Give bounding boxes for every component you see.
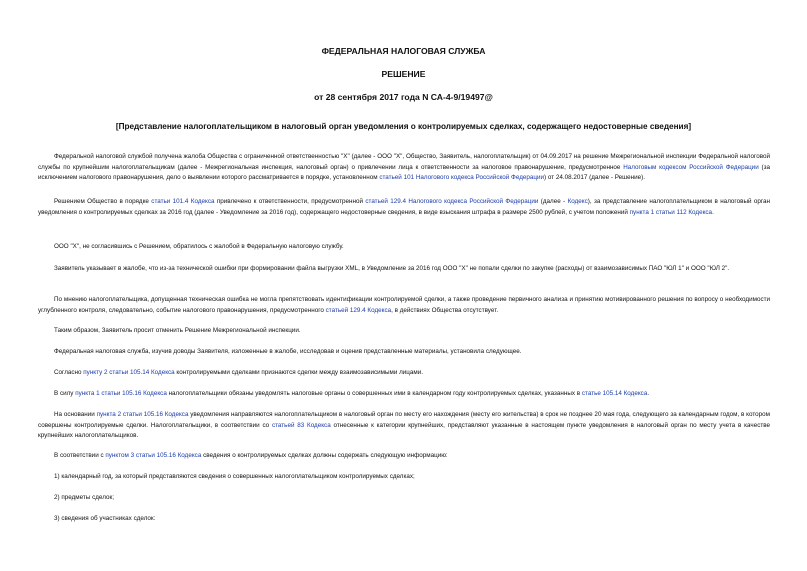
doc-subject: [Представление налогоплательщиком в налоговый орган уведомления о контролируемых сделках, содержащего недостоверные сведения] bbox=[115, 122, 692, 131]
paragraph-2: Решением Общество в порядке статьи 101.4 Кодекса привлечено к ответственности, предусмотренной статьей 129.4 Налогового кодекса Российской Федерации (далее - Кодекс), за представление налогоплательщиком в налоговый орган уведомления о контролируемых сделках за 2016 год (далее - Уведомление за 2016 год), содержащего недостоверные сведения, в виде взыскания штрафа в размере 2500 рублей, с учетом положений пункта 1 статьи 112 Кодекса. bbox=[38, 198, 770, 216]
link-article-105-16-p3[interactable]: пунктом 3 статьи 105.16 Кодекса bbox=[105, 452, 202, 459]
doc-type-title: РЕШЕНИЕ bbox=[381, 69, 426, 79]
link-article-101[interactable]: статьей 101 Налогового кодекса Российской Федерации bbox=[379, 174, 545, 182]
paragraph-12: 1) календарный год, за который представляются сведения о совершенных налогоплательщиком контролируемых сделках; bbox=[54, 473, 415, 480]
paragraph-3: ООО "Х", не согласившись с Решением, обратилось с жалобой в Федеральную налоговую службу. bbox=[54, 243, 344, 250]
paragraph-4: Заявитель указывает в жалобе, что из-за технической ошибки при формировании файла выгрузки XML, в Уведомление за 2016 год ООО "Х" не попали сделки по закупке (расходы) от взаимозависимых ПАО "ЮЛ 1" и ООО "ЮЛ 2". bbox=[54, 265, 730, 272]
link-article-112[interactable]: пункта 1 статьи 112 Кодекса bbox=[629, 208, 713, 216]
paragraph-8: Согласно пункту 2 статьи 105.14 Кодекса контролируемыми сделками признаются сделки между взаимозависимыми лицами. bbox=[54, 369, 423, 376]
agency-title: ФЕДЕРАЛЬНАЯ НАЛОГОВАЯ СЛУЖБА bbox=[321, 46, 486, 56]
paragraph-1: Федеральной налоговой службой получена жалоба Общества с ограниченной ответственностью "Х" (далее - ООО "Х", Общество, Заявитель, налогоплательщик) от 04.09.2017 на решение Межрегиональной инспекции Федеральной налоговой службы по крупнейшим налогоплательщикам (далее - Межрегиональная инспекция, налоговый орган) о привлечении лица к ответственности за налоговое правонарушение, предусмотренное Налоговым кодексом Российской Федерации (за исключением налогового правонарушения, дело о выявлении которого рассматривается в порядке, установленном статьей 101 Налогового кодекса Российской Федерации) от 24.08.2017 (далее - Решение). bbox=[38, 153, 770, 182]
paragraph-11: В соответствии с пунктом 3 статьи 105.16 Кодекса сведения о контролируемых сделках должны содержать следующую информацию: bbox=[54, 452, 448, 459]
paragraph-5: По мнению налогоплательщика, допущенная техническая ошибка не могла препятствовать идентификации контролируемой сделки, а также проведение первичного анализа и принятию мотивированного решения по вопросу о необходимости углубленного контроля, следовательно, событие налогового правонарушения, предусмотренного статьей 129.4 Кодекса, в действиях Общества отсутствует. bbox=[38, 296, 770, 314]
paragraph-7: Федеральная налоговая служба, изучив доводы Заявителя, изложенные в жалобе, исследовав и оценив представленные материалы, установила следующее. bbox=[54, 348, 522, 355]
link-article-129-4[interactable]: статьей 129.4 Налогового кодекса Российской Федерации bbox=[365, 198, 539, 205]
paragraph-9: В силу пункта 1 статьи 105.16 Кодекса налогоплательщики обязаны уведомлять налоговые органы о совершенных ими в календарном году контролируемых сделках, указанных в статье 105.14 Кодекса. bbox=[54, 390, 650, 397]
link-code[interactable]: Кодекс bbox=[567, 198, 588, 205]
paragraph-10: На основании пункта 2 статьи 105.16 Кодекса уведомления направляются налогоплательщиком в налоговый орган по месту его нахождения (месту его жительства) в срок не позднее 20 мая года, следующего за календарным годом, в котором совершены контролируемые сделки. Налогоплательщики, в соответствии со статьей 83 Кодекса отнесенные к категории крупнейших, представляют указанные в настоящем пункте уведомления в налоговый орган по месту учета в качестве крупнейших налогоплательщиков. bbox=[38, 411, 771, 440]
paragraph-14: 3) сведения об участниках сделок: bbox=[54, 515, 156, 522]
link-article-129-4-b[interactable]: статьей 129.4 Кодекса bbox=[325, 306, 392, 314]
link-article-101-4[interactable]: статьи 101.4 Кодекса bbox=[151, 198, 215, 205]
doc-date-number: от 28 сентября 2017 года N СА-4-9/19497@ bbox=[314, 92, 493, 102]
link-article-105-14[interactable]: статье 105.14 Кодекса bbox=[581, 390, 648, 397]
paragraph-6: Таким образом, Заявитель просит отменить Решение Межрегиональной инспекции. bbox=[54, 327, 301, 334]
link-tax-code[interactable]: Налоговым кодексом Российской Федерации bbox=[623, 163, 759, 171]
paragraph-13: 2) предметы сделок; bbox=[54, 494, 114, 501]
link-article-105-14-p2[interactable]: пункту 2 статьи 105.14 Кодекса bbox=[83, 369, 175, 376]
link-article-105-16-p2[interactable]: пункта 2 статьи 105.16 Кодекса bbox=[96, 411, 189, 418]
link-article-83[interactable]: статьей 83 Кодекса bbox=[271, 421, 331, 429]
link-article-105-16-p1[interactable]: пункта 1 статьи 105.16 Кодекса bbox=[75, 390, 167, 397]
